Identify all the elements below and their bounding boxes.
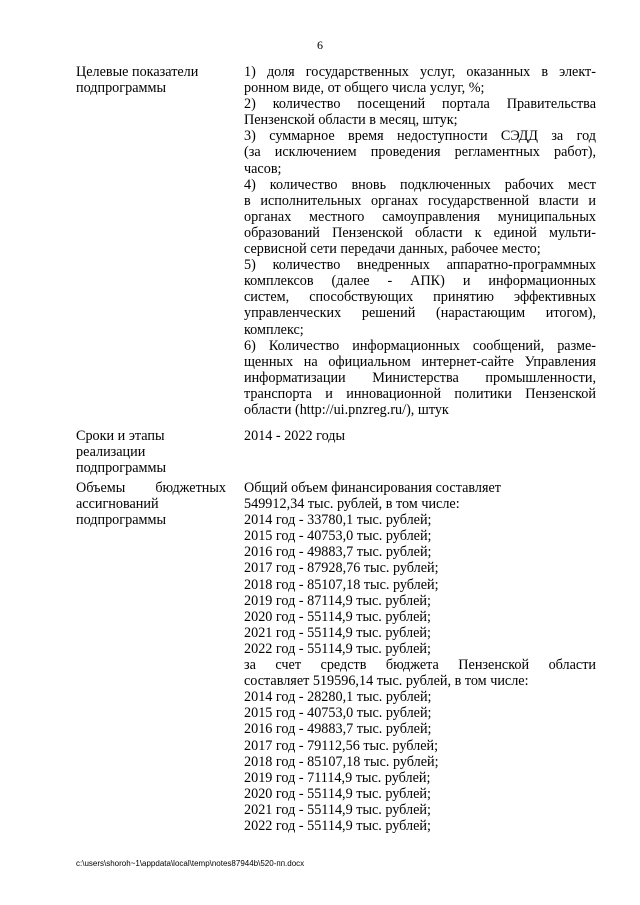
year-amount: 2021 год - 55114,9 тыс. рублей; [244, 801, 431, 818]
funding-label: Объемы бюджетных ассигнований подпрограммы [76, 480, 226, 529]
terms-label: Сроки и этапы реализации подпрограммы [76, 428, 166, 477]
funding-regional: за счет средств бюджета Пензенской области [244, 657, 596, 674]
year-amount: 2016 год - 49883,7 тыс. рублей; [244, 544, 432, 561]
year-amount: 2022 год - 55114,9 тыс. рублей; [244, 640, 431, 657]
year-amount: 2017 год - 79112,56 тыс. рублей; [244, 737, 439, 754]
year-amount: 2020 год - 55114,9 тыс. рублей; [244, 785, 431, 802]
targets-list [244, 64, 596, 418]
year-amount: 2018 год - 85107,18 тыс. рублей; [244, 576, 439, 593]
funding-total-years [244, 512, 596, 657]
year-amount: 2020 год - 55114,9 тыс. рублей; [244, 608, 431, 625]
target-item-1: 1) доля государственных услуг, оказанных в элект- ронном виде, от общего числа услуг, %; [244, 64, 596, 97]
year-amount: 2021 год - 55114,9 тыс. рублей; [244, 624, 431, 641]
year-amount: 2019 год - 87114,9 тыс. рублей; [244, 592, 431, 609]
funding-total: Общий объем финансирования составляет [244, 480, 501, 496]
footer-file-path: c:\users\shoroh~1\appdata\local\temp\notes87944b\520-пп.docx [76, 859, 305, 868]
year-amount: 2018 год - 85107,18 тыс. рублей; [244, 753, 439, 770]
target-item-6: 6) Количество информационных сообщений, разме- щенных на официальном интернет-сайте Управления информатизации Министерства промышленности, транспорта и инновационной политики Пензенской области (http://ui.pnzreg.ru/), штук [244, 337, 596, 418]
targets-label: Целевые показатели подпрограммы [76, 64, 199, 97]
year-amount: 2015 год - 40753,0 тыс. рублей; [244, 528, 432, 545]
target-item-5: 5) количество внедренных аппаратно-программных комплексов (далее - АПК) и информационных систем, способствующих принятию эффективных управленческих решений (нарастающим итогом), комплекс; [244, 257, 596, 338]
year-amount: 2016 год - 49883,7 тыс. рублей; [244, 721, 432, 738]
terms-value: 2014 - 2022 годы [244, 428, 346, 444]
year-amount: 2015 год - 40753,0 тыс. рублей; [244, 705, 432, 722]
page-number: 6 [317, 38, 323, 52]
funding-value: Общий объем финансирования составляет 549912,34 тыс. рублей, в том числе: 2014 год - 33780,1 тыс. рублей; 2015 год - 40753,0 тыс. рублей; 2016 год - 49883,7 тыс. рублей; 2017 год - 87928,76 тыс. рублей; 2018 год - 85107,18 тыс. рублей; 2019 год - 87114,9 тыс. рублей; 2020 год - 55114,9 тыс. рублей; 2021 год - 55114,9 тыс. рублей; 2022 год - 55114,9 тыс. рублей; за счет средств бюджета Пензенской области составляет 519596,14 тыс. рублей, в том числе: 2014 год - 28280,1 тыс. рублей; 2015 год - 40753,0 тыс. рублей; 2016 год - 49883,7 тыс. рублей; 2017 год - 79112,56 тыс. рублей; 2018 год - 85107,18 тыс. рублей; 2019 год - 71114,9 тыс. рублей; 2020 год - 55114,9 тыс. рублей; 2021 год - 55114,9 тыс. рублей; 2022 год - 55114,9 тыс. рублей; [244, 480, 596, 834]
target-item-2: 2) количество посещений портала Правительства Пензенской области в месяц, штук; [244, 96, 596, 129]
funding-regional-years [244, 689, 596, 834]
year-amount: 2014 год - 28280,1 тыс. рублей; [244, 689, 432, 706]
target-item-3: 3) суммарное время недоступности СЭДД за год (за исключением проведения регламентных работ), часов; [244, 128, 596, 177]
year-amount: 2014 год - 33780,1 тыс. рублей; [244, 512, 432, 529]
year-amount: 2017 год - 87928,76 тыс. рублей; [244, 560, 439, 577]
year-amount: 2022 год - 55114,9 тыс. рублей; [244, 817, 431, 834]
target-item-4: 4) количество вновь подключенных рабочих мест в исполнительных органах государственной власти и органах местного самоуправления муниципальных образований Пензенской области к единой мульти- сервисной сети передачи данных, рабочее место; [244, 176, 596, 258]
year-amount: 2019 год - 71114,9 тыс. рублей; [244, 769, 431, 786]
